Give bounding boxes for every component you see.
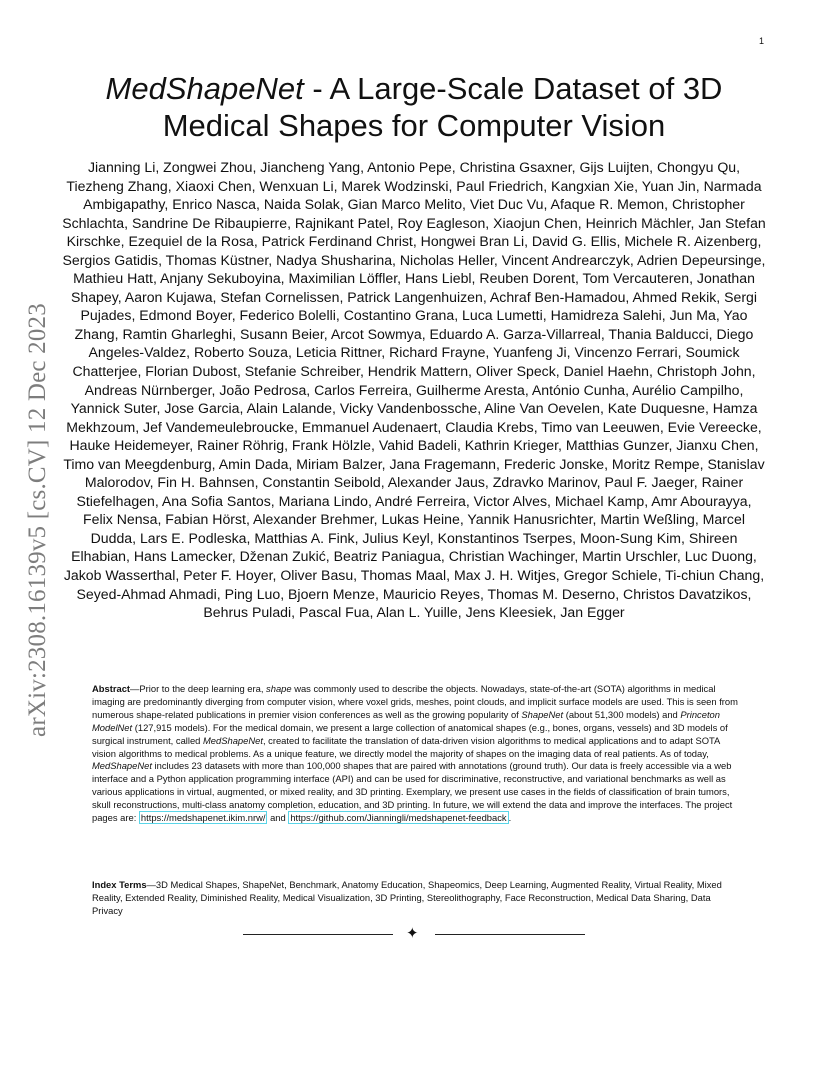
abstract-emphasis: ShapeNet — [521, 708, 564, 720]
index-terms-label: Index Terms — [92, 879, 147, 890]
github-feedback-link[interactable]: https://github.com/Jianningli/medshapenet-feedback — [290, 812, 507, 824]
abstract-text: (127,915 models). For the medical domain, we present a large collection of anatomical shapes (e.g., bones, organs, vessels) and 3D models of surgical instrument, called — [92, 721, 728, 746]
abstract — [92, 683, 744, 825]
abstract-text: and — [267, 812, 289, 824]
separator-rule-left — [243, 934, 393, 935]
project-page-link[interactable]: https://medshapenet.ikim.nrw/ — [140, 812, 266, 824]
abstract-text: was commonly used to describe the objects. Nowadays, state-of-the-art (SOTA) algorithms in medical imaging are predominantly diverging from computer vision, where voxel grids, meshes, point clouds, and implicit surface models are used. This is seen from numerous shape-related publications in premier vision conferences as well as the growing popularity of — [92, 683, 738, 720]
title-line2: Medical Shapes for Computer Vision — [162, 108, 666, 143]
arxiv-stamp-text: arXiv:2308.16139v5 [cs.CV] 12 Dec 2023 — [24, 303, 51, 737]
abstract-text: . — [508, 812, 512, 824]
abstract-emphasis: MedShapeNet — [92, 760, 152, 772]
author-list: Jianning Li, Zongwei Zhou, Jiancheng Yang, Antonio Pepe, Christina Gsaxner, Gijs Luijten, Chongyu Qu, Tiezheng Zhang, Xiaoxi Chen, Wenxuan Li, Marek Wodzinski, Paul Friedrich, Kangxian Xie, Yuan Jin, Narmada Ambigapathy, Enrico Nasca, Naida Solak, Gian Marco Melito, Viet Duc Vu, Afaque R. Memon, Christopher Schlachta, Sandrine De Ribaupierre, Rajnikant Patel, Roy Eagleson, Xiaojun Chen, Heinrich Mächler, Jan Stefan Kirschke, Ezequiel de la Rosa, Patrick Ferdinand Christ, Hongwei Bran Li, David G. Ellis, Michele R. Aizenberg, Sergios Gatidis, Thomas Küstner, Nadya Shusharina, Nicholas Heller, Vincent Andrearczyk, Adrien Depeursinge, Mathieu Hatt, Anjany Sekuboyina, Maximilian Löffler, Hans Liebl, Reuben Dorent, Tom Vercauteren, Jonathan Shapey, Aaron Kujawa, Stefan Cornelissen, Patrick Langenhuizen, Achraf Ben-Hamadou, Ahmed Rekik, Sergi Pujades, Edmond Boyer, Federico Bolelli, Costantino Grana, Luca Lumetti, Hamidreza Salehi, Jun Ma, Yao Zhang, Ramtin Gharleghi, Susann Beier, Arcot Sowmya, Eduardo A. Garza-Villarreal, Thania Balducci, Diego Angeles-Valdez, Roberto Souza, Leticia Rittner, Richard Frayne, Yuanfeng Ji, Vincenzo Ferrari, Soumick Chatterjee, Florian Dubost, Stefanie Schreiber, Hendrik Mattern, Oliver Speck, Daniel Haehn, Christoph John, Andreas Nürnberger, João Pedrosa, Carlos Ferreira, Guilherme Aresta, António Cunha, Aurélio Campilho, Yannick Suter, Jose Garcia, Alain Lalande, Vicky Vandenbossche, Aline Van Oevelen, Kate Duquesne, Hamza Mekhzoum, Jef Vandemeulebroucke, Emmanuel Audenaert, Claudia Krebs, Timo van Leeuwen, Evie Vereecke, Hauke Heidemeyer, Rainer Röhrig, Frank Hölzle, Vahid Badeli, Kathrin Krieger, Matthias Gunzer, Jianxu Chen, Timo van Meegdenburg, Amin Dada, Miriam Balzer, Jana Fragemann, Frederic Jonske, Moritz Rempe, Stanislav Malorodov, Fin H. Bahnsen, Constantin Seibold, Alexander Jaus, Zdravko Marinov, Paul F. Jaeger, Rainer Stiefelhagen, Ana Sofia Santos, Mariana Lindo, André Ferreira, Victor Alves, Michael Kamp, Amr Abourayya, Felix Nensa, Fabian Hörst, Alexander Brehmer, Lukas Heine, Yannik Hanusrichter, Martin Weßling, Marcel Dudda, Lars E. Podleska, Matthias A. Fink, Julius Keyl, Konstantinos Tserpes, Moon-Sung Kim, Shireen Elhabian, Hans Lamecker, Dženan Zukić, Beatriz Paniagua, Christian Wachinger, Martin Urschler, Luc Duong, Jakob Wasserthal, Peter F. Hoyer, Oliver Basu, Thomas Maal, Max J. H. Witjes, Gregor Schiele, Ti-chiun Chang, Seyed-Ahmad Ahmadi, Ping Luo, Bjoern Menze, Mauricio Reyes, Thomas M. Deserno, Christos Davatzikos, Behrus Puladi, Pascal Fua, Alan L. Yuille, Jens Kleesiek, Jan Egger — [62, 159, 766, 621]
separator-rule-right — [435, 934, 585, 935]
section-separator — [243, 925, 585, 945]
abstract-emphasis: shape — [266, 683, 292, 694]
title-italic-part: MedShapeNet — [105, 71, 304, 106]
index-terms — [92, 879, 744, 918]
paper-title — [70, 70, 758, 144]
index-terms-text: —3D Medical Shapes, ShapeNet, Benchmark, Anatomy Education, Shapeomics, Deep Learning, Augmented Reality, Virtual Reality, Mixed Reality, Extended Reality, Diminished Reality, Medical Visualization, 3D Printing, Stereolithography, Face Reconstruction, Medical Data Sharing, Data Privacy — [92, 879, 722, 916]
abstract-emphasis: MedShapeNet — [203, 734, 263, 746]
abstract-text: —Prior to the deep learning era, — [130, 683, 267, 694]
abstract-label: Abstract — [92, 683, 131, 694]
arxiv-stamp — [18, 285, 58, 755]
page-number: 1 — [758, 36, 764, 46]
star-ornament-icon: ✦ — [406, 925, 419, 942]
abstract-text: includes 23 datasets with more than 100,000 shapes that are paired with annotations (ground truth). Our data is freely accessible via a web interface and a Python application programming interface (API) and can be used for discriminative, reconstructive, and variational benchmarks as well as various applications in virtual, augmented, or mixed reality, and 3D printing. Exemplary, we present use cases in the fields of classification of brain tumors, skull reconstructions, multi-class anatomy completion, education, and 3D printing. In future, we will extend the data and improve the interfaces. The project pages are: — [92, 760, 733, 824]
abstract-text: , created to facilitate the translation of data-driven vision algorithms to medical applications and to adapt SOTA vision algorithms to medical problems. As a unique feature, we directly model the majority of shapes on the imaging data of real patients. As of today, — [92, 734, 720, 759]
title-rest-line1: - A Large-Scale Dataset of 3D — [303, 71, 723, 106]
abstract-emphasis: Princeton ModelNet — [92, 708, 720, 733]
abstract-text: (about 51,300 models) and — [563, 708, 681, 720]
